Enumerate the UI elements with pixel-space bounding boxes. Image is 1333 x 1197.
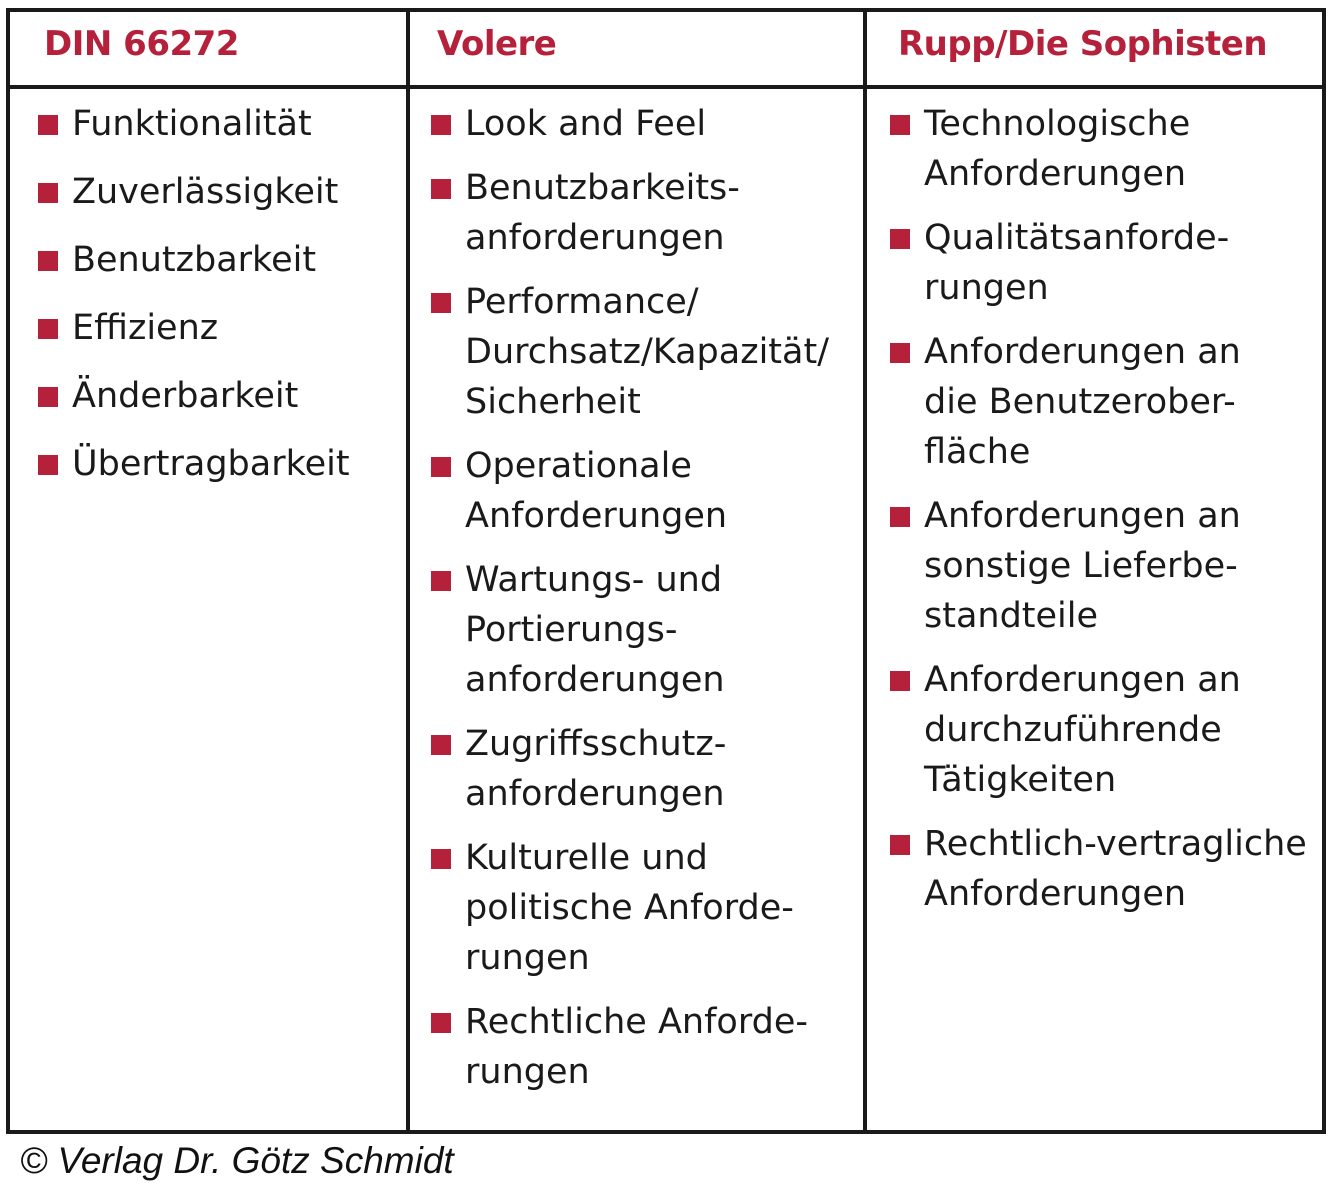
list-item <box>38 303 398 353</box>
list-item <box>890 819 1325 919</box>
list-item <box>431 719 856 819</box>
square-bullet-icon <box>890 115 910 135</box>
square-bullet-icon <box>431 115 451 135</box>
square-bullet-icon <box>890 671 910 691</box>
list-item <box>431 555 856 705</box>
list-item-text: Kulturelle und politische Anforde- rungen <box>465 838 794 978</box>
list-item <box>890 99 1325 199</box>
square-bullet-icon <box>890 229 910 249</box>
list-item <box>38 235 398 285</box>
list-item <box>890 655 1325 805</box>
list-item <box>431 997 856 1097</box>
list-item-text: Operationale Anforderungen <box>465 446 728 536</box>
list-item <box>431 99 856 149</box>
list-item-text: Übertragbarkeit <box>72 444 350 484</box>
list-item-text: Benutzbarkeits- anforderungen <box>465 168 740 258</box>
header-divider <box>10 85 1322 89</box>
volere-list <box>431 99 856 1111</box>
list-item-text: Anforderungen an sonstige Lieferbe- standteile <box>924 496 1241 636</box>
rupp-sophisten-list <box>890 99 1325 933</box>
square-bullet-icon <box>431 571 451 591</box>
list-item <box>431 833 856 983</box>
square-bullet-icon <box>431 293 451 313</box>
list-item-text: Anforderungen an durchzuführende Tätigkeiten <box>924 660 1241 800</box>
list-item <box>890 327 1325 477</box>
list-item-text: Zuverlässigkeit <box>72 172 339 212</box>
list-item-text: Wartungs- und Portierungs- anforderungen <box>465 560 725 700</box>
square-bullet-icon <box>431 735 451 755</box>
list-item-text: Qualitätsanforde- rungen <box>924 218 1230 308</box>
square-bullet-icon <box>38 251 58 271</box>
square-bullet-icon <box>431 457 451 477</box>
list-item-text: Änderbarkeit <box>72 376 299 416</box>
list-item-text: Look and Feel <box>465 104 707 144</box>
column-divider-1 <box>406 12 410 1130</box>
list-item <box>431 163 856 263</box>
square-bullet-icon <box>890 343 910 363</box>
list-item-text: Technologische Anforderungen <box>924 104 1191 194</box>
list-item <box>38 167 398 217</box>
square-bullet-icon <box>890 835 910 855</box>
square-bullet-icon <box>38 387 58 407</box>
square-bullet-icon <box>890 507 910 527</box>
list-item <box>38 99 398 149</box>
square-bullet-icon <box>431 849 451 869</box>
list-item-text: Rechtlich-vertragliche Anforderungen <box>924 824 1307 914</box>
list-item-text: Rechtliche Anforde- rungen <box>465 1002 808 1092</box>
column-header-volere: Volere <box>437 24 557 64</box>
column-header-rupp-sophisten: Rupp/Die Sophisten <box>898 24 1268 64</box>
list-item-text: Funktionalität <box>72 104 312 144</box>
square-bullet-icon <box>38 319 58 339</box>
list-item <box>38 371 398 421</box>
list-item <box>431 277 856 427</box>
list-item-text: Zugriffsschutz- anforderungen <box>465 724 727 814</box>
din-66272-list <box>38 99 398 507</box>
square-bullet-icon <box>38 115 58 135</box>
list-item <box>38 439 398 489</box>
list-item <box>431 441 856 541</box>
list-item-text: Anforderungen an die Benutzerober- fläche <box>924 332 1241 472</box>
column-header-din-66272: DIN 66272 <box>44 24 239 64</box>
copyright-notice: © Verlag Dr. Götz Schmidt <box>20 1140 454 1181</box>
requirements-table <box>6 8 1326 1134</box>
square-bullet-icon <box>431 1013 451 1033</box>
square-bullet-icon <box>431 179 451 199</box>
square-bullet-icon <box>38 183 58 203</box>
column-divider-2 <box>863 12 867 1130</box>
list-item-text: Performance/ Durchsatz/Kapazität/ Sicherheit <box>465 282 829 422</box>
square-bullet-icon <box>38 455 58 475</box>
list-item <box>890 491 1325 641</box>
list-item-text: Benutzbarkeit <box>72 240 317 280</box>
list-item-text: Effizienz <box>72 308 219 348</box>
list-item <box>890 213 1325 313</box>
